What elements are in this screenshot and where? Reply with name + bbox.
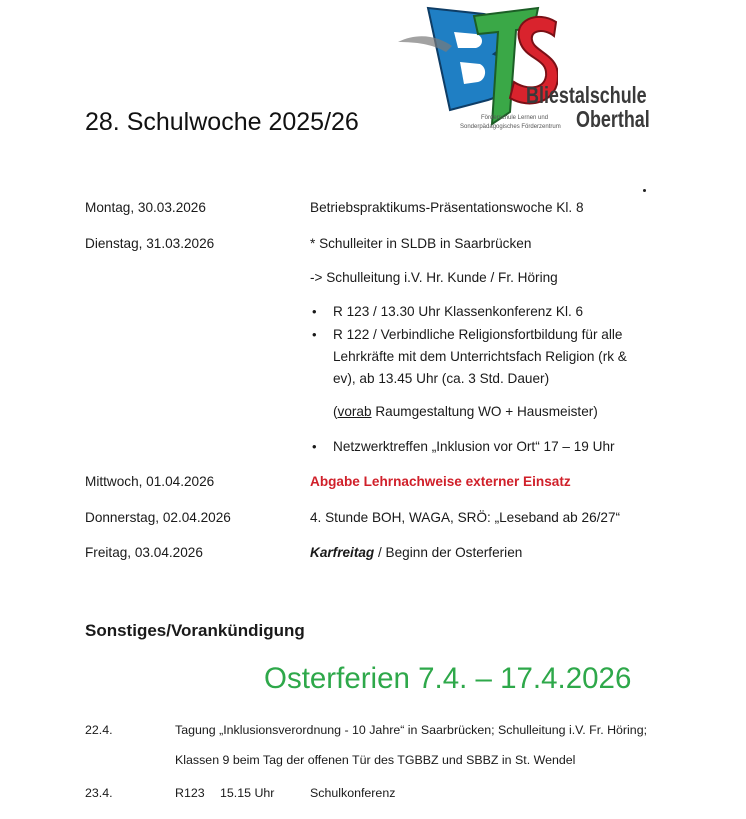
date-tuesday: Dienstag, 31.03.2026 bbox=[85, 236, 215, 251]
note-rest: Raumgestaltung WO + Hausmeister) bbox=[371, 404, 598, 419]
upcoming-event-1-line2: Klassen 9 beim Tag der offenen Tür des TGBBZ und SBBZ in St. Wendel bbox=[175, 753, 576, 767]
logo-name-line1: Bliestalschule bbox=[526, 82, 647, 108]
event-friday-rest: / Beginn der Osterferien bbox=[374, 545, 523, 560]
date-friday: Freitag, 03.04.2026 bbox=[85, 545, 203, 560]
event-monday: Betriebspraktikums-Präsentationswoche Kl. 8 bbox=[310, 200, 584, 215]
upcoming-time-2: 15.15 Uhr bbox=[220, 786, 275, 800]
event-friday-holiday: Karfreitag bbox=[310, 545, 375, 560]
event-tuesday-line1: * Schulleiter in SLDB in Saarbrücken bbox=[310, 236, 532, 251]
upcoming-event-1-line1: Tagung „Inklusionsverordnung - 10 Jahre“ in Saarbrücken; Schulleitung i.V. Fr. Höring; bbox=[175, 723, 648, 737]
event-tuesday-note: (vorab Raumgestaltung WO + Hausmeister) bbox=[333, 404, 598, 419]
date-wednesday: Mittwoch, 01.04.2026 bbox=[85, 474, 215, 489]
note-underlined: vorab bbox=[337, 404, 372, 419]
stray-dot bbox=[643, 189, 646, 192]
bullet-icon: • bbox=[312, 439, 317, 454]
bullet-icon: • bbox=[312, 304, 317, 319]
upcoming-date-2: 23.4. bbox=[85, 786, 113, 800]
event-wednesday: Abgabe Lehrnachweise externer Einsatz bbox=[310, 474, 571, 489]
event-tuesday-bullet2-line2: Lehrkräfte mit dem Unterrichtsfach Religion (rk & bbox=[333, 349, 627, 364]
logo-subtitle-line2: Sonderpädagogisches Förderzentrum bbox=[460, 124, 561, 130]
upcoming-date-1: 22.4. bbox=[85, 723, 113, 737]
event-tuesday-line2: -> Schulleitung i.V. Hr. Kunde / Fr. Höring bbox=[310, 270, 558, 285]
upcoming-event-2: Schulkonferenz bbox=[310, 786, 396, 800]
event-thursday: 4. Stunde BOH, WAGA, SRÖ: „Leseband ab 26/27“ bbox=[310, 510, 621, 525]
section-heading: Sonstiges/Vorankündigung bbox=[85, 621, 305, 640]
logo-subtitle-line1: Förderschule Lernen und bbox=[481, 115, 549, 121]
date-monday: Montag, 30.03.2026 bbox=[85, 200, 206, 215]
bullet-icon: • bbox=[312, 327, 317, 342]
event-tuesday-bullet2-line1: R 122 / Verbindliche Religionsfortbildung für alle bbox=[333, 327, 623, 342]
event-tuesday-bullet3: Netzwerktreffen „Inklusion vor Ort“ 17 – 19 Uhr bbox=[333, 439, 615, 454]
page-title: 28. Schulwoche 2025/26 bbox=[85, 108, 359, 136]
date-thursday: Donnerstag, 02.04.2026 bbox=[85, 510, 231, 525]
holiday-banner: Osterferien 7.4. – 17.4.2026 bbox=[264, 662, 632, 695]
upcoming-room-2: R123 bbox=[175, 786, 205, 800]
event-tuesday-bullet1: R 123 / 13.30 Uhr Klassenkonferenz Kl. 6 bbox=[333, 304, 584, 319]
event-tuesday-bullet2-line3: ev), ab 13.45 Uhr (ca. 3 Std. Dauer) bbox=[333, 371, 550, 386]
event-friday bbox=[310, 545, 522, 560]
logo-name-line2: Oberthal bbox=[576, 106, 650, 132]
